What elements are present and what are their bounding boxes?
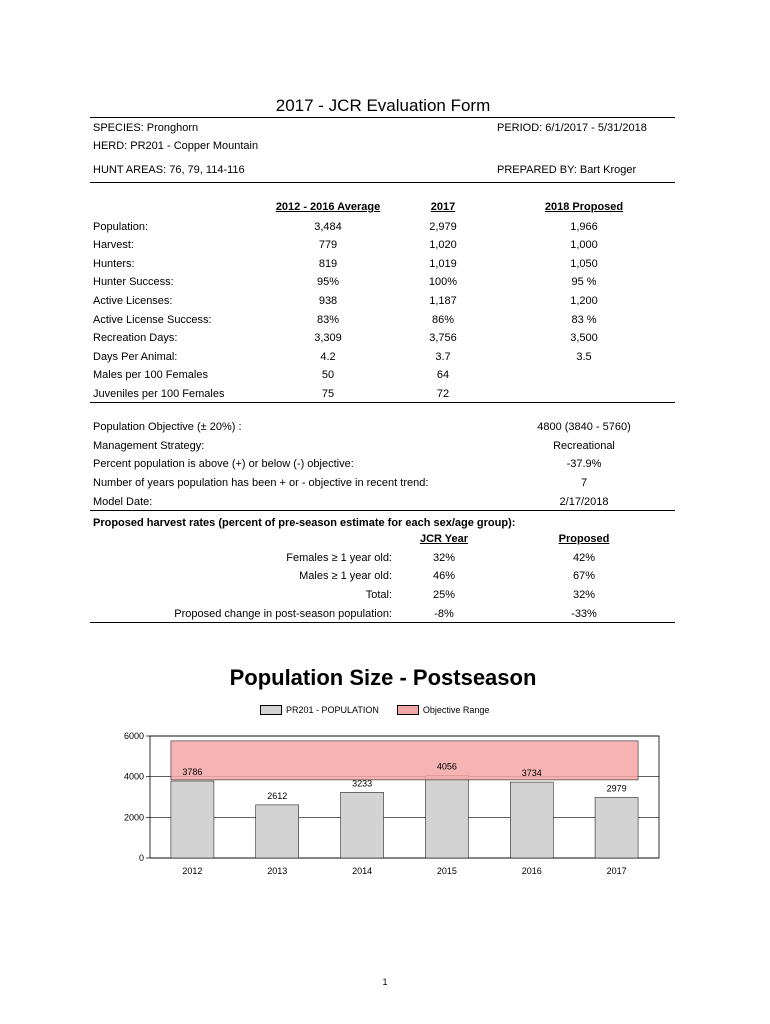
stat-2017: 3,756 bbox=[429, 332, 457, 344]
legend-label-objective: Objective Range bbox=[422, 705, 490, 715]
stat-average: 3,484 bbox=[314, 221, 342, 233]
hunt-areas: HUNT AREAS: 76, 79, 114-116 bbox=[93, 164, 245, 176]
bar bbox=[256, 805, 299, 858]
stat-proposed: 1,966 bbox=[570, 221, 598, 233]
stat-average: 3,309 bbox=[314, 332, 342, 344]
objective-label: Number of years population has been + or - objective in recent trend: bbox=[93, 477, 429, 489]
stat-label: Males per 100 Females bbox=[93, 369, 208, 381]
bar-value-label: 3734 bbox=[521, 768, 542, 779]
stat-label: Juveniles per 100 Females bbox=[93, 388, 225, 400]
harvest-proposed: 42% bbox=[572, 552, 596, 564]
stat-proposed: 95 % bbox=[571, 276, 597, 288]
y-tick-label: 0 bbox=[138, 853, 144, 863]
stat-label: Harvest: bbox=[93, 239, 134, 251]
y-tick-label: 6000 bbox=[123, 731, 144, 741]
stat-label: Hunter Success: bbox=[93, 276, 174, 288]
stat-proposed: 1,200 bbox=[570, 295, 598, 307]
objective-value: -37.9% bbox=[566, 458, 602, 470]
harvest-jcr: 32% bbox=[432, 552, 456, 564]
col-header-proposed-rate: Proposed bbox=[558, 533, 610, 545]
prepared-by: PREPARED BY: Bart Kroger bbox=[497, 164, 637, 176]
harvest-rates-heading: Proposed harvest rates (percent of pre-season estimate for each sex/age group): bbox=[93, 517, 516, 529]
harvest-jcr: 46% bbox=[432, 570, 456, 582]
objective-label: Management Strategy: bbox=[93, 440, 205, 452]
stat-average: 95% bbox=[316, 276, 340, 288]
objective-value: 7 bbox=[580, 477, 588, 489]
stat-average: 819 bbox=[318, 258, 338, 270]
chart-title: Population Size - Postseason bbox=[229, 665, 537, 690]
col-header-average: 2012 - 2016 Average bbox=[275, 201, 381, 213]
y-tick-label: 4000 bbox=[123, 771, 144, 782]
bar-value-label: 3233 bbox=[352, 778, 373, 789]
col-header-jcr-year: JCR Year bbox=[419, 533, 469, 545]
stat-average: 83% bbox=[316, 314, 340, 326]
stat-label: Population: bbox=[93, 221, 149, 233]
col-header-proposed: 2018 Proposed bbox=[544, 201, 624, 213]
harvest-label: Proposed change in post-season population: bbox=[174, 608, 392, 620]
bar bbox=[510, 782, 553, 858]
stat-average: 938 bbox=[318, 295, 338, 307]
objective-value: 4800 (3840 - 5760) bbox=[537, 421, 631, 433]
objective-label: Percent population is above (+) or below (-) objective: bbox=[93, 458, 354, 470]
stat-proposed: 1,050 bbox=[570, 258, 598, 270]
stat-proposed: 3.5 bbox=[576, 351, 592, 363]
harvest-label: Total: bbox=[365, 589, 392, 601]
bar bbox=[171, 781, 214, 858]
form-title: 2017 - JCR Evaluation Form bbox=[275, 96, 491, 115]
y-tick-label: 2000 bbox=[123, 812, 144, 823]
harvest-proposed: -33% bbox=[571, 608, 597, 620]
bar-value-label: 2979 bbox=[606, 783, 627, 794]
harvest-label: Females ≥ 1 year old: bbox=[286, 552, 392, 564]
objective-label: Model Date: bbox=[93, 496, 153, 508]
objective-range-band bbox=[171, 741, 638, 780]
stat-2017: 2,979 bbox=[429, 221, 457, 233]
stat-average: 50 bbox=[321, 369, 335, 381]
bar bbox=[425, 776, 468, 858]
stat-2017: 86% bbox=[431, 314, 455, 326]
x-tick-label: 2012 bbox=[182, 866, 203, 876]
stat-2017: 100% bbox=[428, 276, 458, 288]
bar bbox=[341, 792, 384, 858]
stat-average: 4.2 bbox=[320, 351, 336, 363]
x-tick-label: 2013 bbox=[267, 866, 288, 876]
objective-label: Population Objective (± 20%) : bbox=[93, 421, 242, 433]
stat-average: 75 bbox=[321, 388, 335, 400]
objective-value: 2/17/2018 bbox=[559, 496, 609, 508]
bar bbox=[595, 797, 638, 858]
stat-average: 779 bbox=[318, 239, 338, 251]
x-tick-label: 2017 bbox=[606, 866, 627, 876]
legend-label-population: PR201 - POPULATION bbox=[286, 705, 379, 715]
stat-label: Active License Success: bbox=[93, 314, 212, 326]
x-tick-label: 2014 bbox=[352, 866, 373, 876]
bar-value-label: 3786 bbox=[182, 767, 203, 778]
stat-label: Recreation Days: bbox=[93, 332, 178, 344]
col-header-2017: 2017 bbox=[430, 201, 456, 213]
objective-value: Recreational bbox=[553, 440, 615, 452]
stat-2017: 1,019 bbox=[429, 258, 457, 270]
stat-2017: 72 bbox=[436, 388, 450, 400]
stat-label: Active Licenses: bbox=[93, 295, 173, 307]
x-tick-label: 2015 bbox=[436, 866, 457, 876]
stat-2017: 3.7 bbox=[435, 351, 451, 363]
bar-value-label: 2612 bbox=[267, 790, 288, 801]
harvest-jcr: -8% bbox=[434, 608, 454, 620]
stat-proposed: 3,500 bbox=[570, 332, 598, 344]
page-number: 1 bbox=[382, 977, 388, 987]
x-tick-label: 2016 bbox=[521, 866, 542, 876]
stat-label: Hunters: bbox=[93, 258, 135, 270]
harvest-label: Males ≥ 1 year old: bbox=[299, 570, 392, 582]
stat-proposed: 1,000 bbox=[570, 239, 598, 251]
herd: HERD: PR201 - Copper Mountain bbox=[93, 140, 259, 152]
stat-2017: 1,187 bbox=[429, 295, 457, 307]
stat-2017: 1,020 bbox=[429, 239, 457, 251]
stat-label: Days Per Animal: bbox=[93, 351, 178, 363]
harvest-proposed: 67% bbox=[572, 570, 596, 582]
species: SPECIES: Pronghorn bbox=[93, 122, 199, 134]
harvest-proposed: 32% bbox=[572, 589, 596, 601]
stat-2017: 64 bbox=[436, 369, 450, 381]
period: PERIOD: 6/1/2017 - 5/31/2018 bbox=[497, 122, 647, 134]
bar-value-label: 4056 bbox=[436, 761, 457, 772]
stat-proposed: 83 % bbox=[571, 314, 597, 326]
harvest-jcr: 25% bbox=[432, 589, 456, 601]
